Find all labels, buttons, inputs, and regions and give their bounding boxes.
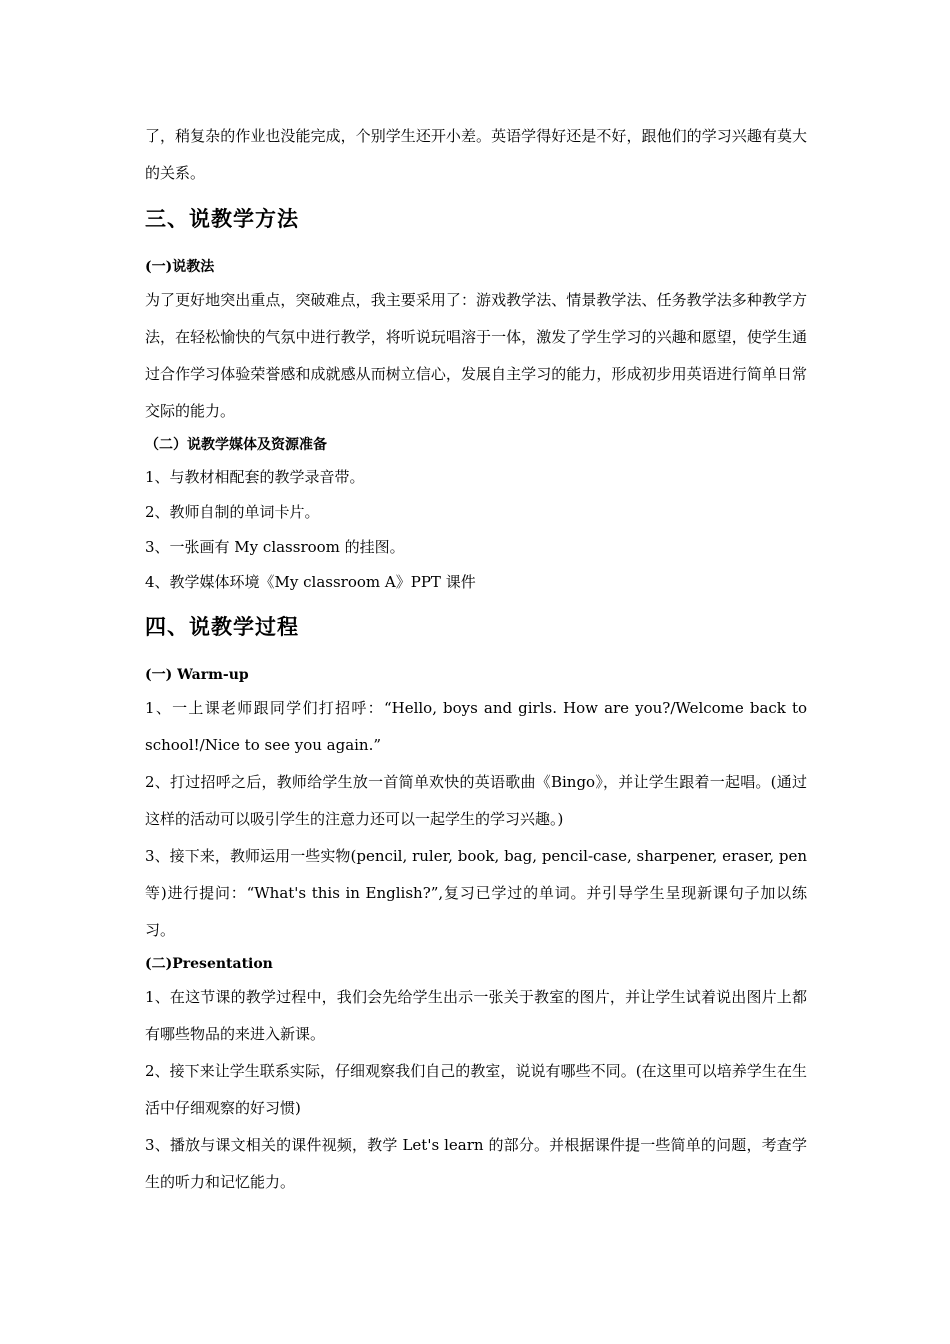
warmup-item-1: 1、一上课老师跟同学们打招呼：“Hello, boys and girls. How are you?/Welcome back to school!/Nice to see you again.” bbox=[145, 699, 807, 754]
document-page bbox=[145, 118, 807, 1201]
warmup-item-2: 2、打过招呼之后，教师给学生放一首简单欢快的英语歌曲《Bingo》，并让学生跟着一起唱。(通过这样的活动可以吸引学生的注意力还可以一起学生的学习兴趣。) bbox=[145, 773, 807, 828]
resource-item-2: 2、教师自制的单词卡片。 bbox=[145, 503, 320, 521]
presentation-item-2: 2、接下来让学生联系实际，仔细观察我们自己的教室，说说有哪些不同。(在这里可以培养学生在生活中仔细观察的好习惯) bbox=[145, 1062, 807, 1117]
intro-paragraph: 了，稍复杂的作业也没能完成，个别学生还开小差。英语学得好还是不好，跟他们的学习兴趣有莫大的关系。 bbox=[145, 127, 807, 182]
presentation-item-1: 1、在这节课的教学过程中，我们会先给学生出示一张关于教室的图片，并让学生试着说出图片上都有哪些物品的来进入新课。 bbox=[145, 988, 807, 1043]
section-4-sub-1-heading: (一) Warm-up bbox=[145, 667, 249, 683]
section-4-sub-2-heading: (二)Presentation bbox=[145, 956, 273, 972]
section-3-sub-1-heading: (一)说教法 bbox=[145, 259, 215, 275]
teaching-method-paragraph: 为了更好地突出重点，突破难点，我主要采用了：游戏教学法、情景教学法、任务教学法多种教学方法，在轻松愉快的气氛中进行教学，将听说玩唱溶于一体，激发了学生学习的兴趣和愿望，使学生通过合作学习体验荣誉感和成就感从而树立信心，发展自主学习的能力，形成初步用英语进行简单日常交际的能力。 bbox=[145, 291, 807, 420]
resource-item-1: 1、与教材相配套的教学录音带。 bbox=[145, 468, 365, 486]
section-3-sub-2-heading: （二）说教学媒体及资源准备 bbox=[145, 437, 327, 453]
resource-item-4: 4、教学媒体环境《My classroom A》PPT 课件 bbox=[145, 573, 476, 591]
section-3-heading: 三、说教学方法 bbox=[145, 206, 299, 231]
resource-item-3: 3、一张画有 My classroom 的挂图。 bbox=[145, 538, 405, 556]
presentation-item-3: 3、播放与课文相关的课件视频，教学 Let's learn 的部分。并根据课件提一些简单的问题，考查学生的听力和记忆能力。 bbox=[145, 1136, 807, 1191]
section-4-heading: 四、说教学过程 bbox=[145, 614, 299, 639]
warmup-item-3: 3、接下来，教师运用一些实物(pencil, ruler, book, bag, pencil-case, sharpener, eraser, pen 等)进行提问：“What's this in English?”,复习已学过的单词。并引导学生呈现新课句子加以练习。 bbox=[145, 847, 807, 939]
